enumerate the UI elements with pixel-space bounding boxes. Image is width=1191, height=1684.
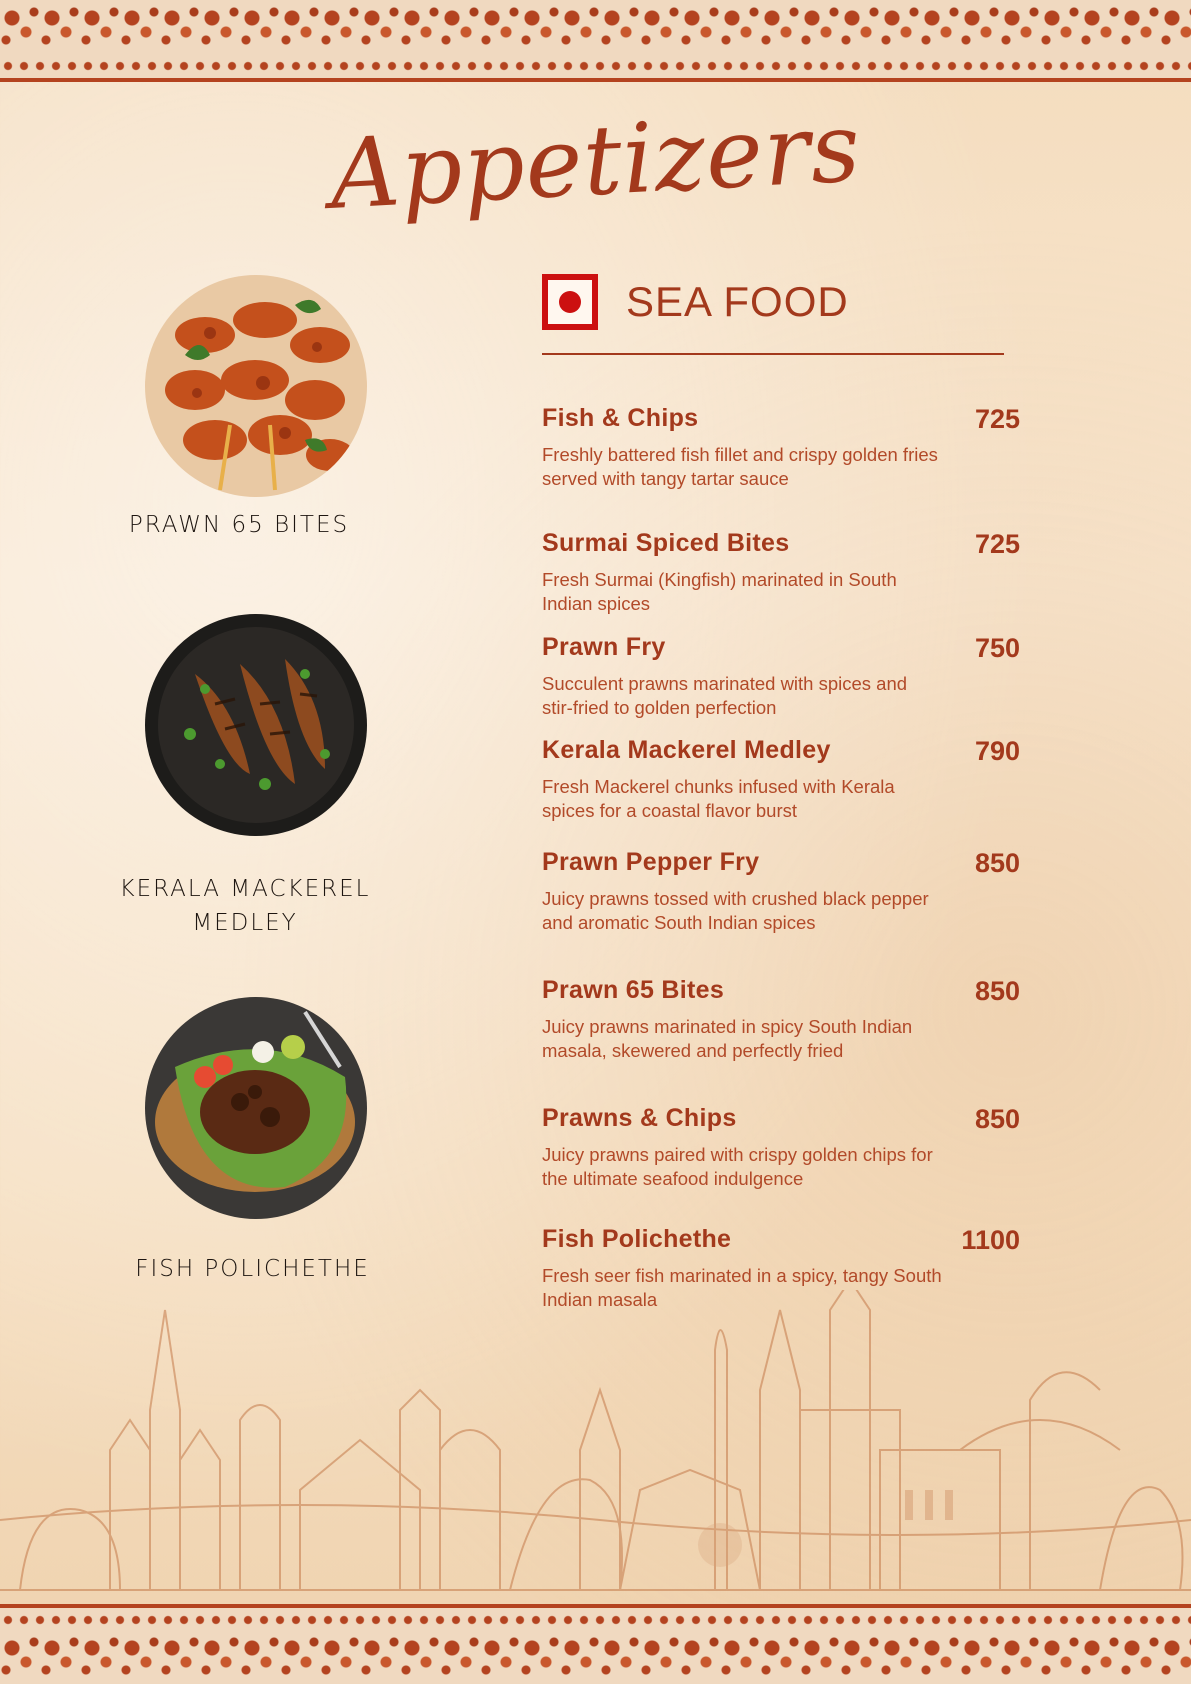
non-veg-dot bbox=[559, 291, 581, 313]
bottom-ornamental-border bbox=[0, 1604, 1191, 1684]
item-price: 850 bbox=[974, 976, 1020, 1006]
section-title: SEA FOOD bbox=[626, 278, 849, 325]
menu-item bbox=[542, 404, 1020, 491]
item-name: Prawn Pepper Fry bbox=[542, 848, 760, 876]
item-name: Prawn 65 Bites bbox=[542, 976, 725, 1004]
item-description: Juicy prawns paired with crispy golden chips for the ultimate seafood indulgence bbox=[542, 1144, 933, 1189]
featured-caption: PRAWN 65 BITES bbox=[128, 512, 350, 538]
item-name: Surmai Spiced Bites bbox=[542, 529, 790, 557]
page-title: Appetizers bbox=[327, 91, 864, 231]
item-price: 1100 bbox=[961, 1225, 1020, 1255]
item-description: Freshly battered fish fillet and crispy golden fries served with tangy tartar sauce bbox=[542, 444, 938, 489]
mackerel-pan-photo bbox=[145, 614, 367, 836]
item-name: Fish & Chips bbox=[542, 404, 699, 432]
top-ornamental-border bbox=[0, 0, 1191, 82]
item-price: 725 bbox=[974, 529, 1020, 559]
item-name: Fish Polichethe bbox=[542, 1225, 732, 1253]
item-price: 850 bbox=[974, 848, 1020, 878]
menu-item bbox=[542, 1104, 1020, 1191]
section-divider bbox=[542, 353, 1004, 355]
item-name: Prawns & Chips bbox=[542, 1104, 737, 1132]
banana-leaf-fish-photo bbox=[145, 997, 367, 1219]
prawn-skewer-photo bbox=[145, 275, 367, 497]
menu-item bbox=[542, 529, 1020, 616]
kerala-skyline-illustration bbox=[0, 1290, 1191, 1610]
menu-item bbox=[542, 633, 1020, 720]
item-price: 850 bbox=[974, 1104, 1020, 1134]
menu-item bbox=[542, 976, 1020, 1063]
item-price: 750 bbox=[974, 633, 1020, 663]
item-price: 790 bbox=[974, 736, 1020, 766]
menu-item bbox=[542, 736, 1020, 823]
item-price: 725 bbox=[974, 404, 1020, 434]
non-veg-icon bbox=[542, 274, 598, 330]
item-description: Fresh Mackerel chunks infused with Kerala spices for a coastal flavor burst bbox=[542, 776, 895, 821]
item-name: Kerala Mackerel Medley bbox=[542, 736, 831, 764]
item-description: Juicy prawns marinated in spicy South Indian masala, skewered and perfectly fried bbox=[542, 1016, 913, 1061]
item-description: Fresh Surmai (Kingfish) marinated in South Indian spices bbox=[542, 569, 897, 614]
item-description: Fresh seer fish marinated in a spicy, tangy South Indian masala bbox=[542, 1265, 942, 1310]
menu-item bbox=[542, 848, 1020, 935]
item-name: Prawn Fry bbox=[542, 633, 666, 661]
item-description: Juicy prawns tossed with crushed black pepper and aromatic South Indian spices bbox=[542, 888, 929, 933]
item-description: Succulent prawns marinated with spices and stir-fried to golden perfection bbox=[542, 673, 908, 718]
featured-caption: KERALA MACKEREL MEDLEY bbox=[119, 876, 371, 936]
featured-caption: FISH POLICHETHE bbox=[135, 1256, 370, 1282]
